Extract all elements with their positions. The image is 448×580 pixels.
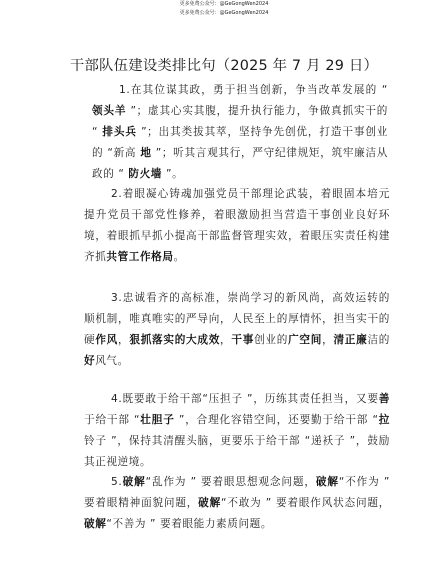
- bold-phrase: 破解: [198, 497, 222, 509]
- paragraph-text: ”，合理化容错空间，还要勤于给干部 “: [174, 414, 379, 426]
- bold-phrase: 广空间: [288, 334, 323, 346]
- bold-phrase: 共管工作格局: [106, 251, 174, 263]
- bold-phrase: 领头羊: [92, 105, 127, 117]
- watermark-line: 更多免费公众号：@GeGongWen2024: [179, 10, 269, 16]
- bold-phrase: 排头兵: [102, 126, 137, 138]
- bold-phrase: 拉: [378, 414, 390, 426]
- bold-phrase: 破解: [122, 476, 146, 488]
- bold-phrase: 清正廉: [333, 334, 368, 346]
- document-title: 干部队伍建设类排比句（2025 年 7 月 29 日）: [69, 58, 379, 74]
- bold-phrase: 破解: [315, 476, 339, 488]
- paragraph-text: ，: [322, 334, 334, 346]
- paragraph-text: 洁的: [367, 334, 390, 346]
- paragraph-text: 创业的: [254, 334, 289, 346]
- bold-phrase: 壮胆子: [140, 414, 175, 426]
- paragraph-text: 1.在其位谋其政，勇于担当创新，争当改革发展的 “: [119, 84, 388, 96]
- paragraph-text: “不作为 ” 要着眼精神面貌问题，: [84, 476, 390, 509]
- bold-phrase: 好: [84, 355, 96, 367]
- paragraph-text: 5.: [111, 476, 123, 488]
- paragraph-3: [84, 288, 390, 372]
- bold-phrase: 地: [140, 147, 152, 159]
- paragraph-text: “不敢为 ” 要着眼作风状态问题，: [221, 497, 390, 509]
- paragraph-text: 3.忠诚看齐的高标准，崇尚学习的新风尚，高效运转的顺机制，唯真唯实的严导向，人民至上的厚情怀，担当实干的硬: [84, 292, 390, 346]
- paragraph-1: [92, 80, 388, 185]
- paragraph-text: “不善为 ” 要着眼能力素质问题。: [106, 518, 273, 530]
- paragraph-text: ”；听其言观其行，严守纪律规矩，筑牢廉洁从政的 “: [92, 147, 388, 180]
- bold-phrase: 防火墙: [128, 168, 163, 180]
- bold-phrase: 狠抓落实的大成效: [129, 334, 221, 346]
- paragraph-4: [84, 389, 390, 473]
- paragraph-2: [84, 184, 390, 268]
- paragraph-text: 。: [173, 251, 185, 263]
- paragraph-text: 风气。: [95, 355, 129, 367]
- paragraph-5: [84, 472, 390, 535]
- paragraph-text: 2.着眼凝心铸魂加强党员干部理论武装，着眼固本培元提升党员干部党性修养，着眼激励担当营造干事创业良好环境，着眼抓早抓小提高干部监督管理实效，着眼压实责任构建齐抓: [84, 188, 390, 263]
- bold-phrase: 干事: [231, 334, 255, 346]
- paragraph-text: ”；出其类拔其萃，坚持争先创优，打造干事创业的 “新高: [92, 126, 388, 159]
- paragraph-text: 铃子 ”，保持其清醒头脑，更要乐于给干部 “递袄子 ”，鼓励 其正视逆境。: [84, 435, 390, 468]
- paragraph-text: 于给干部 “: [84, 414, 141, 426]
- paragraph-text: 4.既要敢于给干部“压担子 ”，历练其责任担当，又要: [111, 393, 379, 405]
- paragraph-text: “乱作为 ” 要着眼思想观念问题，: [145, 476, 316, 488]
- paragraph-text: ，: [220, 334, 232, 346]
- watermark-line: 更多免费公众号：@GeGongWen2024: [179, 1, 269, 7]
- bold-phrase: 作风: [95, 334, 119, 346]
- paragraph-text: ”。: [162, 168, 184, 180]
- paragraph-text: ”；虚其心实其腹，提升执行能力，争做真抓实干的 “: [92, 105, 388, 138]
- bold-phrase: 善: [378, 393, 390, 405]
- bold-phrase: 破解: [84, 518, 107, 530]
- paragraph-text: ，: [118, 334, 130, 346]
